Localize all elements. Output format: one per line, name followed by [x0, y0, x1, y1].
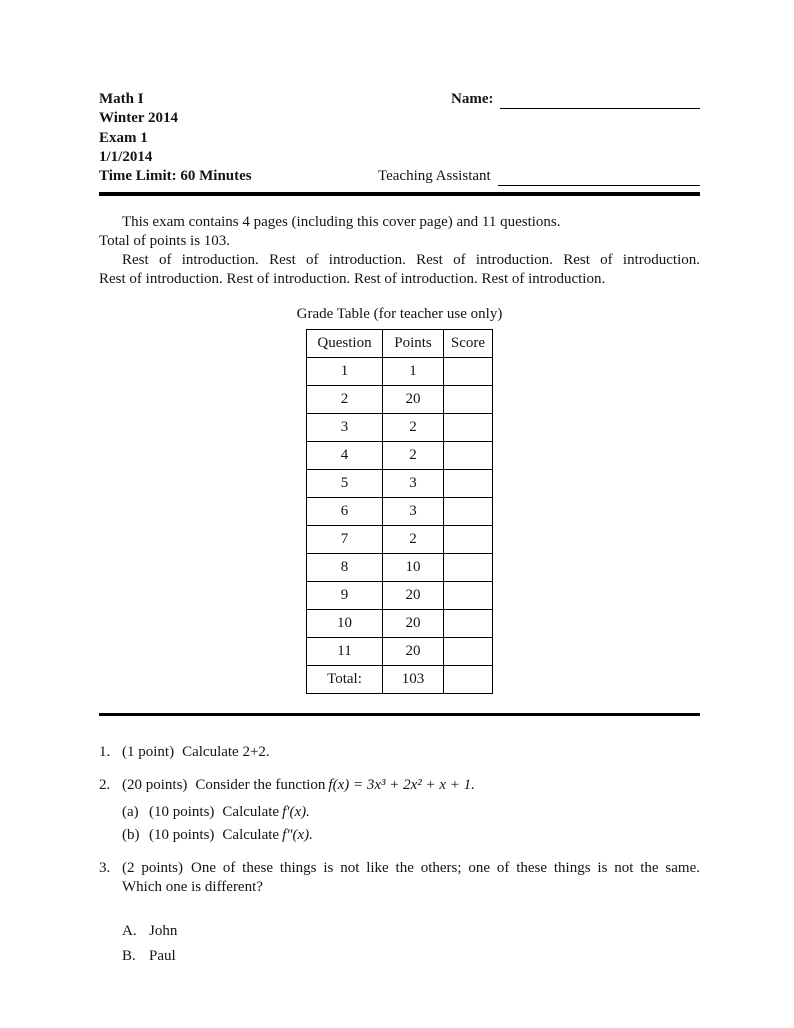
table-row	[307, 385, 493, 413]
points-cell: 20	[383, 637, 444, 665]
points-cell: 3	[383, 497, 444, 525]
table-row	[307, 553, 493, 581]
question-cell: 6	[307, 497, 383, 525]
course-title: Math I	[99, 91, 144, 107]
name-field-row	[378, 90, 700, 109]
table-row	[307, 357, 493, 385]
score-cell	[444, 525, 493, 553]
derivative-expression: f′(x).	[282, 804, 310, 821]
teaching-assistant-blank-line	[498, 171, 700, 186]
question-text: Calculate 2+2.	[182, 744, 270, 761]
subpart-label: (b)	[122, 827, 140, 844]
points-cell: 20	[383, 385, 444, 413]
question-cell: 3	[307, 413, 383, 441]
choice-label: B.	[122, 948, 136, 965]
second-derivative-expression: f″(x).	[282, 827, 313, 844]
points-cell: 3	[383, 469, 444, 497]
exam-header	[99, 90, 700, 186]
table-row	[307, 469, 493, 497]
subpart-body	[149, 803, 310, 822]
column-header-question: Question	[307, 329, 383, 357]
points-cell: 2	[383, 413, 444, 441]
question-1	[99, 743, 700, 762]
choice-a	[122, 922, 700, 941]
questions-list	[99, 743, 700, 966]
score-cell	[444, 609, 493, 637]
table-total-row	[307, 665, 493, 693]
choice-label: A.	[122, 923, 137, 940]
question-number: 2.	[99, 777, 111, 794]
table-row	[307, 581, 493, 609]
table-row	[307, 609, 493, 637]
points-label: (10 points)	[149, 804, 215, 821]
header-divider-rule	[99, 192, 700, 196]
points-cell: 20	[383, 609, 444, 637]
points-label: (10 points)	[149, 827, 215, 844]
question-cell: 7	[307, 525, 383, 553]
choice-b	[122, 947, 700, 966]
grade-table-section	[99, 305, 700, 694]
grade-table-header-row	[307, 329, 493, 357]
exam-number: Exam 1	[99, 129, 148, 146]
question-body	[122, 776, 700, 845]
question-2	[99, 776, 700, 845]
name-blank-line	[500, 94, 700, 109]
total-points-sentence: Total of points is 103.	[99, 232, 231, 249]
points-cell: 2	[383, 525, 444, 553]
question-text: Consider the function	[195, 777, 326, 794]
teaching-assistant-row	[378, 167, 700, 186]
question-cell: 4	[307, 441, 383, 469]
questions-divider-rule	[99, 713, 700, 717]
table-row	[307, 525, 493, 553]
introduction-text-line-1: Rest of introduction. Rest of introduction. Rest of introduction. Rest of introduction.	[122, 251, 700, 268]
points-cell: 2	[383, 441, 444, 469]
question-number: 3.	[99, 860, 111, 877]
question-cell: 10	[307, 609, 383, 637]
table-row	[307, 637, 493, 665]
score-cell	[444, 357, 493, 385]
column-header-points: Points	[383, 329, 444, 357]
question-text: One of these things is not like the others; one of these things is not the same.	[191, 860, 700, 877]
subpart-b	[122, 826, 700, 845]
points-cell: 20	[383, 581, 444, 609]
score-cell	[444, 581, 493, 609]
score-cell	[444, 469, 493, 497]
question-text-line-2: Which one is different?	[122, 879, 263, 896]
question-3	[99, 859, 700, 966]
points-cell: 1	[383, 357, 444, 385]
teaching-assistant-label: Teaching Assistant	[378, 168, 491, 185]
subpart-body	[149, 826, 313, 845]
column-header-score: Score	[444, 329, 493, 357]
points-label: (20 points)	[122, 777, 188, 794]
answer-choices	[122, 922, 700, 966]
exam-term: Winter 2014	[99, 110, 179, 127]
subpart-text: Calculate	[222, 804, 280, 821]
score-cell	[444, 497, 493, 525]
table-row	[307, 497, 493, 525]
exam-info-block	[99, 90, 252, 186]
table-row	[307, 441, 493, 469]
exam-date: 1/1/2014	[99, 148, 153, 165]
subpart-label: (a)	[122, 804, 139, 821]
question-cell: 1	[307, 357, 383, 385]
question-body	[122, 743, 700, 762]
question-cell: 5	[307, 469, 383, 497]
question-cell: 2	[307, 385, 383, 413]
time-limit: Time Limit: 60 Minutes	[99, 168, 252, 185]
total-label-cell: Total:	[307, 665, 383, 693]
points-label: (2 points)	[122, 860, 184, 877]
score-cell	[444, 441, 493, 469]
points-label: (1 point)	[122, 744, 175, 761]
grade-table-title: Grade Table (for teacher use only)	[296, 305, 503, 322]
choice-text: John	[149, 923, 178, 940]
grade-table	[306, 329, 493, 694]
total-points-cell: 103	[383, 665, 444, 693]
points-cell: 10	[383, 553, 444, 581]
name-label: Name:	[451, 91, 494, 107]
score-cell	[444, 385, 493, 413]
page-count-sentence: This exam contains 4 pages (including this cover page) and 11 questions.	[122, 213, 561, 230]
table-row	[307, 413, 493, 441]
question-body	[122, 859, 700, 966]
subpart-text: Calculate	[222, 827, 280, 844]
question-cell: 9	[307, 581, 383, 609]
question-cell: 8	[307, 553, 383, 581]
score-cell	[444, 413, 493, 441]
fill-in-block	[378, 90, 700, 186]
subpart-a	[122, 803, 700, 822]
introduction-text-line-2: Rest of introduction. Rest of introduction. Rest of introduction. Rest of introduction.	[99, 270, 606, 287]
question-text-line-1	[122, 859, 700, 878]
total-score-cell	[444, 665, 493, 693]
choice-text: Paul	[149, 948, 176, 965]
score-cell	[444, 637, 493, 665]
score-cell	[444, 553, 493, 581]
question-number: 1.	[99, 744, 111, 761]
exam-instructions	[99, 213, 700, 289]
function-expression: f(x) = 3x³ + 2x² + x + 1.	[328, 777, 475, 794]
question-cell: 11	[307, 637, 383, 665]
